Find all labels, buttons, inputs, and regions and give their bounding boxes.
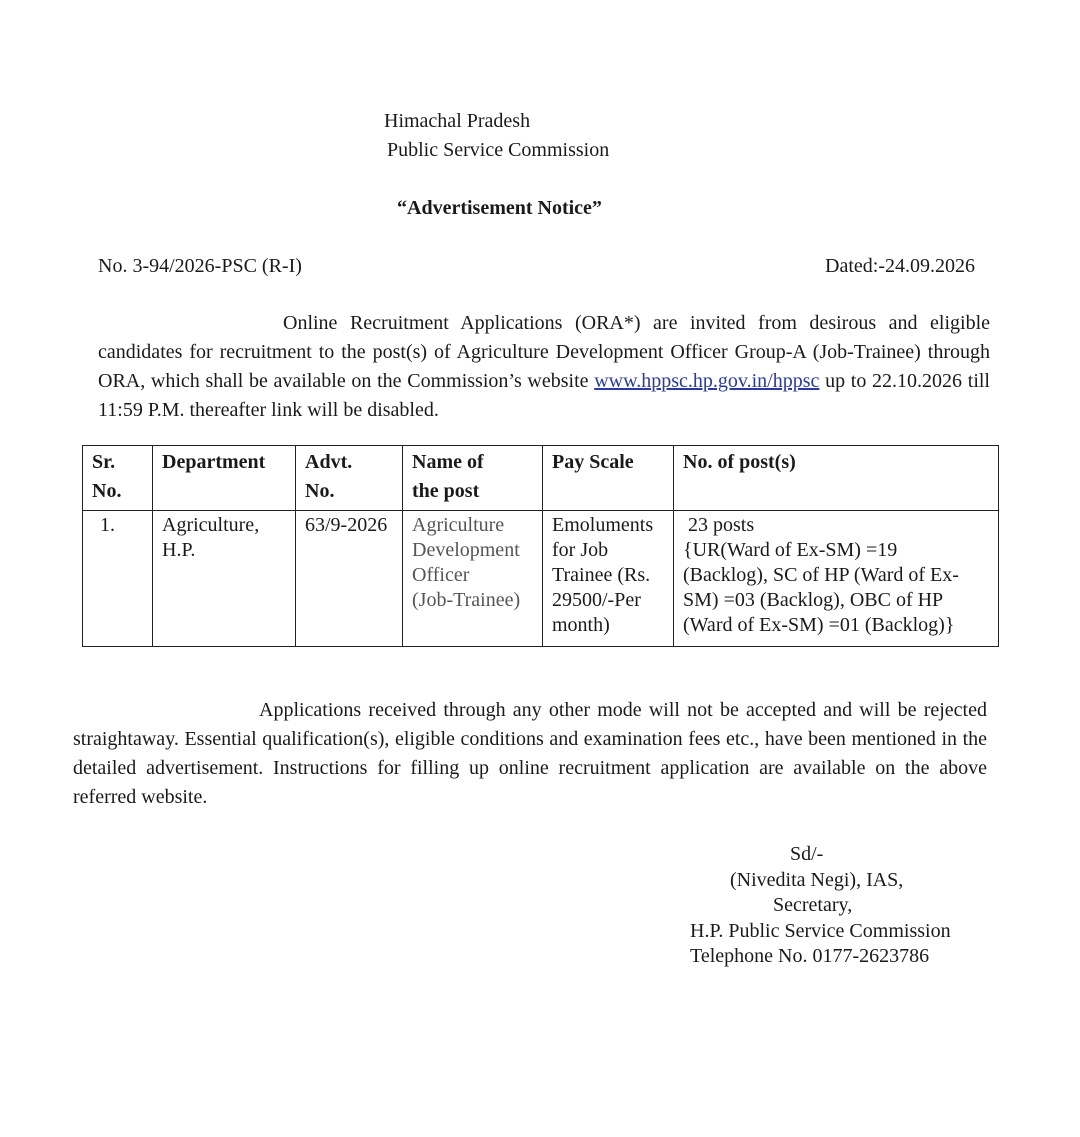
cell-pay-scale: Emoluments for Job Trainee (Rs. 29500/-Per month) <box>543 511 674 647</box>
header-pay-scale: Pay Scale <box>543 446 674 511</box>
header-org-name: Public Service Commission <box>387 139 610 161</box>
header-post-name: Name of the post <box>403 446 543 511</box>
signatory-organization: H.P. Public Service Commission <box>690 919 951 942</box>
table-row <box>83 511 999 647</box>
signatory-name: (Nivedita Negi), IAS, <box>730 868 904 891</box>
intro-text-before-link: Online Recruitment Applications (ORA*) are invited from desirous and eligible candidates for recruitment to the post(s) of Agriculture Development Officer Group-A (Job-Trainee) through ORA, which shall be available on the Commission’s website <box>98 312 990 392</box>
intro-paragraph <box>98 309 990 425</box>
cell-num-posts: 23 posts {UR(Ward of Ex-SM) =19 (Backlog), SC of HP (Ward of Ex- SM) =03 (Backlog), OBC of HP (Ward of Ex-SM) =01 (Backlog)} <box>674 511 999 647</box>
header-advt-no: Advt. No. <box>296 446 403 511</box>
cell-department: Agriculture, H.P. <box>153 511 296 647</box>
table-header-row <box>83 446 999 511</box>
header-num-posts: No. of post(s) <box>674 446 999 511</box>
signatory-designation: Secretary, <box>773 894 853 916</box>
signatory-telephone: Telephone No. 0177-2623786 <box>690 945 930 967</box>
posts-table <box>82 445 999 647</box>
closing-paragraph: Applications received through any other mode will not be accepted and will be rejected straightaway. Essential qualification(s), eligible conditions and examination fees etc., have been mentioned in the detailed advertisement. Instructions for filling up online recruitment application are available on the above referred website. <box>73 699 987 808</box>
notice-date: Dated:-24.09.2026 <box>825 255 975 277</box>
cell-sr-no: 1. <box>83 511 153 647</box>
notice-title: “Advertisement Notice” <box>397 197 602 219</box>
cell-advt-no: 63/9-2026 <box>296 511 403 647</box>
header-org-state: Himachal Pradesh <box>384 110 531 132</box>
signature-sd: Sd/- <box>790 843 824 865</box>
intro-text-after-link: up to 22.10.2026 till 11:59 P.M. thereafter link will be disabled. <box>98 370 990 421</box>
signature-block <box>690 842 990 970</box>
reference-number: No. 3-94/2026-PSC (R-I) <box>98 255 302 277</box>
header-sr-no: Sr. No. <box>83 446 153 511</box>
header-department: Department <box>153 446 296 511</box>
cell-post-name: Agriculture Development Officer (Job-Trainee) <box>403 511 543 647</box>
website-link[interactable]: www.hppsc.hp.gov.in/hppsc <box>594 370 820 392</box>
